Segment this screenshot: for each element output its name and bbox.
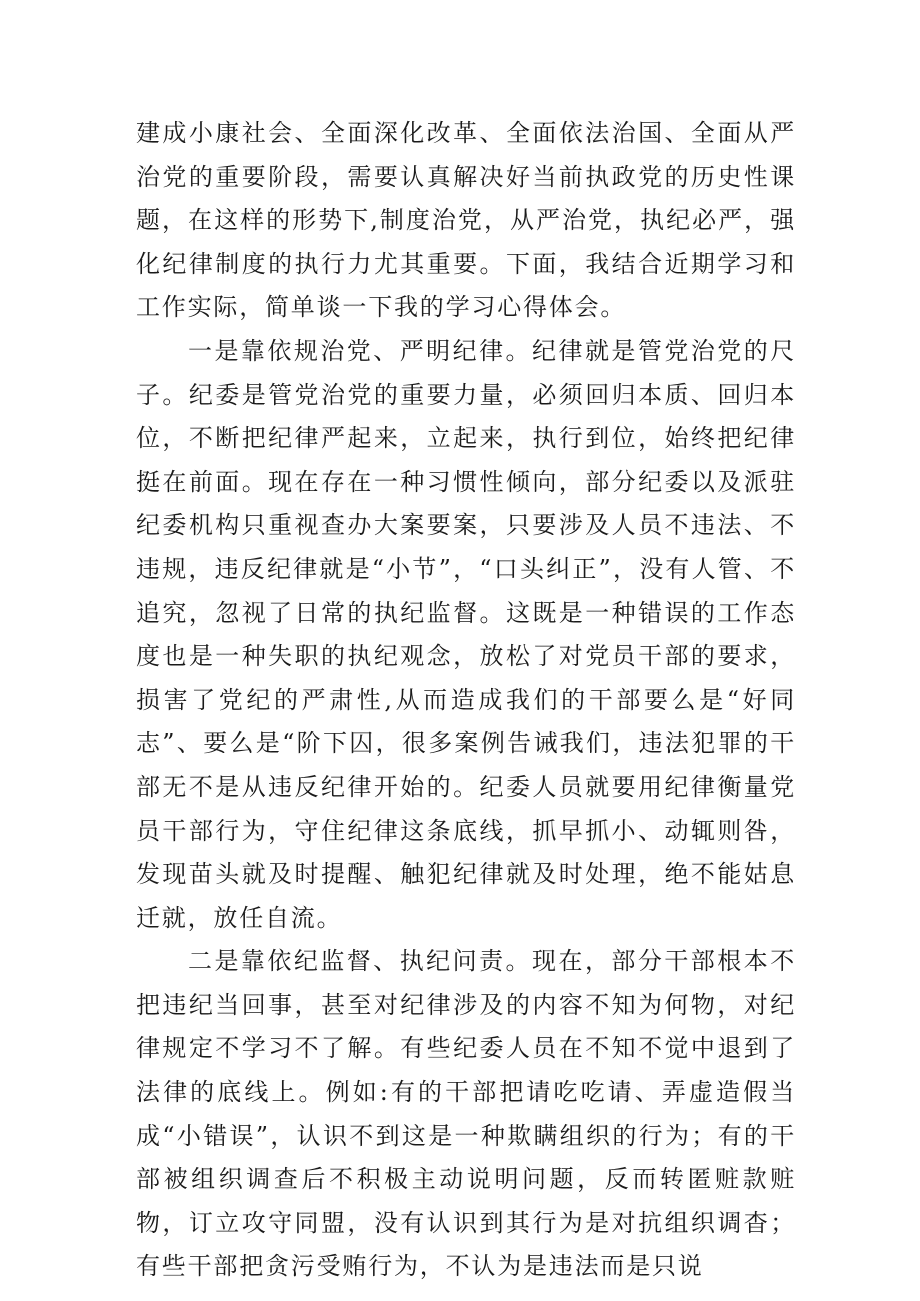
document-body [136,112,796,1289]
paragraph-continuation: 建成小康社会、全面深化改革、全面依法治国、全面从严治党的重要阶段，需要认真解决好当前执政党的历史性课题，在这样的形势下,制度治党，从严治党，执纪必严，强化纪律制度的执行力尤其重要。下面，我结合近期学习和工作实际，简单谈一下我的学习心得体会。 [136,119,796,322]
paragraph-point-one: 一是靠依规治党、严明纪律。纪律就是管党治党的尺子。纪委是管党治党的重要力量，必须回归本质、回归本位，不断把纪律严起来，立起来，执行到位，始终把纪律挺在前面。现在存在一种习惯性倾向，部分纪委以及派驻纪委机构只重视查办大案要案，只要涉及人员不违法、不违规，违反纪律就是“小节”，“口头纠正”，没有人管、不追究，忽视了日常的执纪监督。这既是一种错误的工作态度也是一种失职的执纪观念，放松了对党员干部的要求，损害了党纪的严肃性,从而造成我们的干部要么是“好同志”、要么是“阶下囚，很多案例告诫我们，违法犯罪的干部无不是从违反纪律开始的。纪委人员就要用纪律衡量党员干部行为，守住纪律这条底线，抓早抓小、动辄则咎，发现苗头就及时提醒、触犯纪律就及时处理，绝不能姑息迁就，放任自流。 [136,336,796,932]
paragraph-point-two: 二是靠依纪监督、执纪问责。现在，部分干部根本不把违纪当回事，甚至对纪律涉及的内容不知为何物，对纪律规定不学习不了解。有些纪委人员在不知不觉中退到了法律的底线上。例如:有的干部把请吃吃请、弄虚造假当成“小错误”，认识不到这是一种欺瞒组织的行为；有的干部被组织调查后不积极主动说明问题，反而转匿赃款赃物，订立攻守同盟，没有认识到其行为是对抗组织调杳；有些干部把贪污受贿行为，不认为是违法而是只说 [136,947,796,1281]
